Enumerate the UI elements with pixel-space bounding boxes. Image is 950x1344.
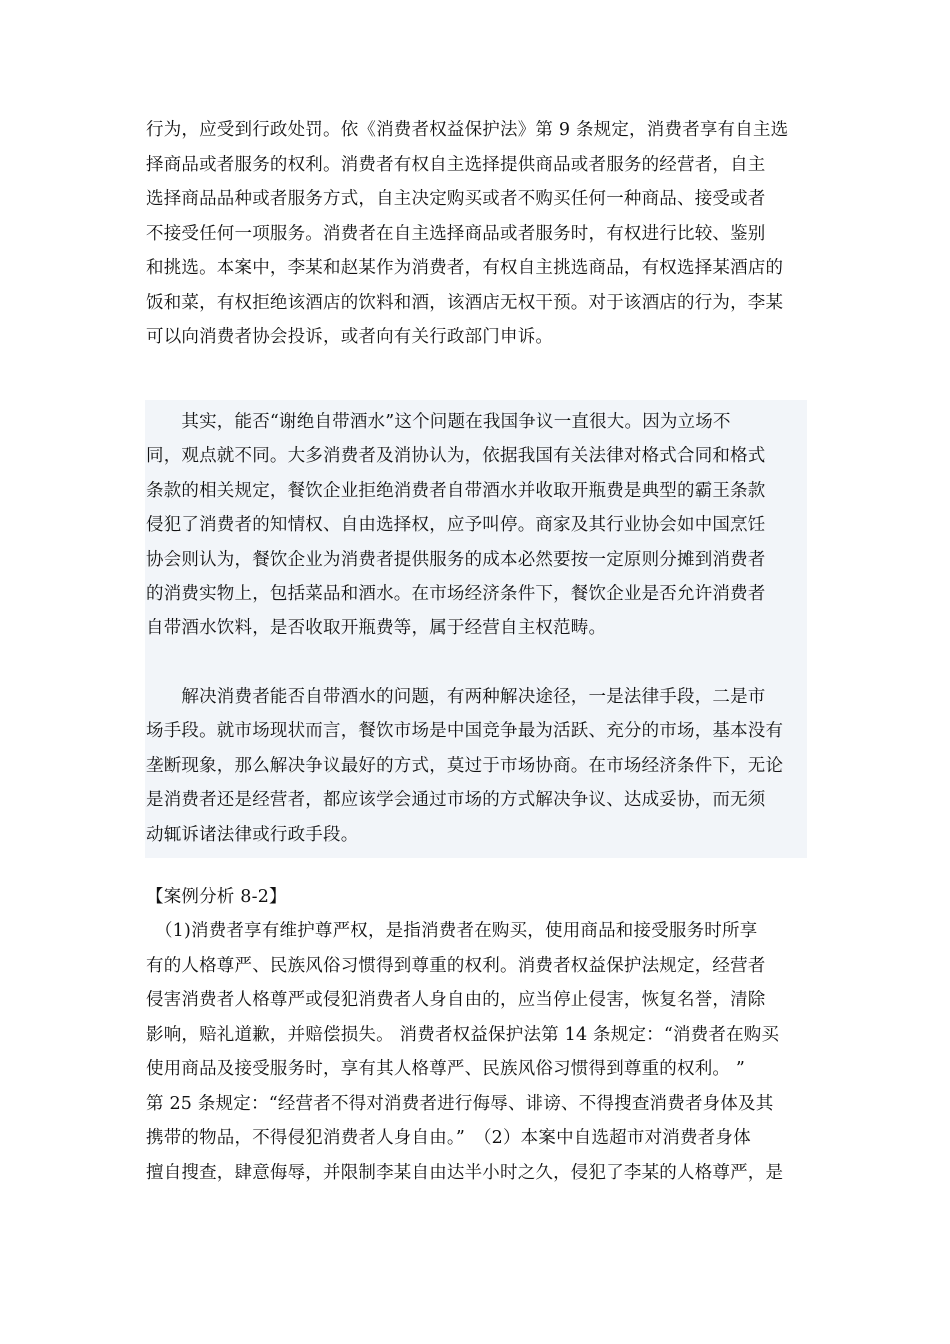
text-line: 选择商品品种或者服务方式，自主决定购买或者不购买任何一种商品、接受或者 <box>146 189 766 209</box>
text-line: 可以向消费者协会投诉，或者向有关行政部门申诉。 <box>146 327 554 347</box>
text-line: 择商品或者服务的权利。消费者有权自主选择提供商品或者服务的经营者，自主 <box>146 155 766 175</box>
text-line: 影响，赔礼道歉，并赔偿损失。 消费者权益保护法第 14 条规定：“消费者在购买 <box>146 1025 780 1045</box>
text-line: 其实，能否“谢绝自带酒水”这个问题在我国争议一直很大。因为立场不 <box>146 412 731 432</box>
text-line: 场手段。就市场现状而言，餐饮市场是中国竞争最为活跃、充分的市场，基本没有 <box>146 721 784 741</box>
text-line: 同，观点就不同。大多消费者及消协认为，依据我国有关法律对格式合同和格式 <box>146 446 766 466</box>
text-line: 条款的相关规定，餐饮企业拒绝消费者自带酒水并收取开瓶费是典型的霸王条款 <box>146 481 766 501</box>
text-line: 动辄诉诸法律或行政手段。 <box>146 825 359 845</box>
text-line: 侵犯了消费者的知情权、自由选择权，应予叫停。商家及其行业协会如中国烹饪 <box>146 515 766 535</box>
text-line: 饭和菜，有权拒绝该酒店的饮料和酒，该酒店无权干预。对于该酒店的行为，李某 <box>146 293 784 313</box>
text-line: 的消费实物上，包括菜品和酒水。在市场经济条件下，餐饮企业是否允许消费者 <box>146 584 766 604</box>
text-line: 侵害消费者人格尊严或侵犯消费者人身自由的，应当停止侵害，恢复名誉，清除 <box>146 990 766 1010</box>
text-line: 和挑选。本案中，李某和赵某作为消费者，有权自主挑选商品，有权选择某酒店的 <box>146 258 784 278</box>
text-line: 自带酒水饮料，是否收取开瓶费等，属于经营自主权范畴。 <box>146 618 607 638</box>
text-line: 行为，应受到行政处罚。依《消费者权益保护法》第 9 条规定，消费者享有自主选 <box>146 120 789 140</box>
text-line: 携带的物品，不得侵犯消费者人身自由。” （2）本案中自选超市对消费者身体 <box>146 1128 751 1148</box>
text-line: 协会则认为，餐饮企业为消费者提供服务的成本必然要按一定原则分摊到消费者 <box>146 550 766 570</box>
text-line: 解决消费者能否自带酒水的问题，有两种解决途径，一是法律手段，二是市 <box>146 687 766 707</box>
text-line: 不接受任何一项服务。消费者在自主选择商品或者服务时，有权进行比较、鉴别 <box>146 224 766 244</box>
text-line: 有的人格尊严、民族风俗习惯得到尊重的权利。消费者权益保护法规定，经营者 <box>146 956 766 976</box>
text-line: 垄断现象，那么解决争议最好的方式，莫过于市场协商。在市场经济条件下，无论 <box>146 756 784 776</box>
section-heading: 【案例分析 8-2】 <box>146 887 287 907</box>
text-line: 使用商品及接受服务时，享有其人格尊严、民族风俗习惯得到尊重的权利。 ” <box>146 1059 746 1079</box>
text-line: 是消费者还是经营者，都应该学会通过市场的方式解决争议、达成妥协，而无须 <box>146 790 766 810</box>
text-line: （1)消费者享有维护尊严权，是指消费者在购买，使用商品和接受服务时所享 <box>146 921 758 941</box>
text-line: 第 25 条规定：“经营者不得对消费者进行侮辱、诽谤、不得搜查消费者身体及其 <box>146 1094 774 1114</box>
text-line: 擅自搜查，肆意侮辱，并限制李某自由达半小时之久，侵犯了李某的人格尊严，是 <box>146 1163 784 1183</box>
